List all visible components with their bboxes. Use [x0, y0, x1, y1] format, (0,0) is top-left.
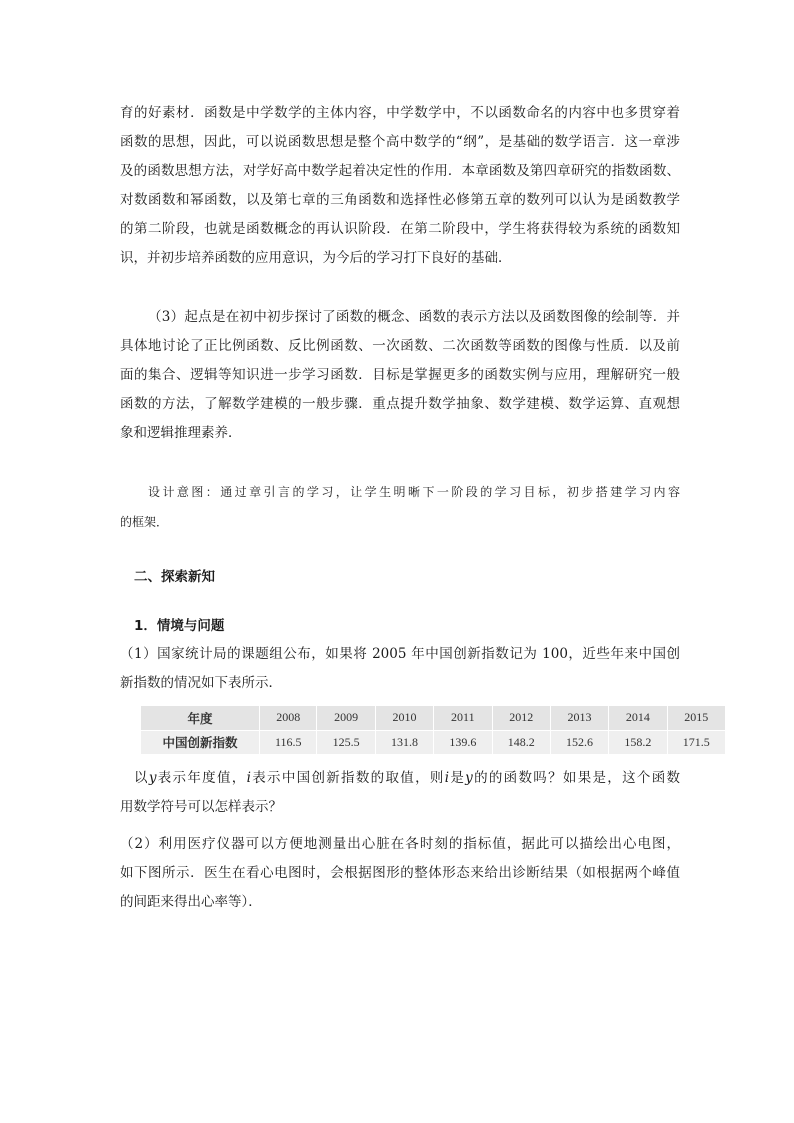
- year-cell: 2009: [317, 706, 375, 731]
- year-cell: 2011: [434, 706, 492, 731]
- paragraph-starting-point: [120, 303, 680, 448]
- value-cell: 152.6: [550, 730, 608, 755]
- paragraph-function-overview: [120, 99, 680, 273]
- variable-y: y: [465, 770, 473, 786]
- text-segment: 以: [134, 770, 149, 786]
- text-line: 识，并初步培养函数的应用意识，为今后的学习打下良好的基础．: [120, 250, 512, 266]
- value-cell: 125.5: [317, 730, 375, 755]
- year-cell: 2014: [609, 706, 667, 731]
- value-cell: 131.8: [375, 730, 433, 755]
- text-line: 象和逻辑推理素养．: [120, 425, 242, 441]
- year-cell: 2010: [375, 706, 433, 731]
- text-line: 设计意图：通过章引言的学习，让学生明晰下一阶段的学习目标，初步搭建学习内容: [148, 485, 680, 499]
- text-segment: 是: [449, 770, 466, 786]
- year-cell: 2012: [492, 706, 550, 731]
- variable-i: i: [246, 770, 251, 786]
- value-cell: 171.5: [667, 730, 725, 755]
- year-cell: 2015: [667, 706, 725, 731]
- subsection-heading: 1．情境与问题: [134, 618, 225, 634]
- text-line: 新指数的情况如下表所示．: [120, 675, 282, 691]
- design-intent-note: [120, 477, 680, 537]
- text-line: （1）国家统计局的课题组公布，如果将 2005 年中国创新指数记为 100，近些年来中国创: [120, 646, 680, 662]
- value-cell: 148.2: [492, 730, 550, 755]
- text-line: [120, 764, 680, 793]
- text-line: 的框架．: [120, 515, 169, 529]
- paragraph-function-question: [120, 764, 680, 822]
- text-line: 及的函数思想方法，对学好高中数学起着决定性的作用．本章函数及第四章研究的指数函数、: [120, 163, 680, 179]
- text-line: 函数的方法，了解数学建模的一般步骤．重点提升数学抽象、数学建模、数学运算、直观想: [120, 396, 680, 412]
- table-header-cell: 年度: [141, 706, 260, 731]
- innovation-index-table: [140, 705, 726, 755]
- table-header-row: [141, 706, 726, 731]
- text-line: 的第二阶段，也就是函数概念的再认识阶段．在第二阶段中，学生将获得较为系统的函数知: [120, 221, 680, 237]
- text-segment: 表示中国创新指数的取值，则: [250, 770, 445, 786]
- text-line: （2）利用医疗仪器可以方便地测量出心脏在各时刻的指标值，据此可以描绘出心电图，: [120, 836, 680, 852]
- table-row: [141, 730, 726, 755]
- year-cell: 2013: [550, 706, 608, 731]
- variable-y: y: [148, 770, 157, 786]
- variable-i: i: [444, 770, 450, 786]
- text-line: 具体地讨论了正比例函数、反比例函数、一次函数、二次函数等函数的图像与性质．以及前: [120, 338, 680, 354]
- text-line: 对数函数和幂函数，以及第七章的三角函数和选择性必修第五章的数列可以认为是函数教学: [120, 192, 680, 208]
- text-line: 育的好素材．函数是中学数学的主体内容，中学数学中，不以函数命名的内容中也多贯穿着: [120, 105, 680, 121]
- value-cell: 116.5: [260, 730, 317, 755]
- text-line: （3）起点是在初中初步探讨了函数的概念、函数的表示方法以及函数图像的绘制等．并: [148, 309, 680, 325]
- text-line: 如下图所示．医生在看心电图时，会根据图形的整体形态来给出诊断结果（如根据两个峰值: [120, 865, 680, 881]
- text-line: 面的集合、逻辑等知识进一步学习函数．目标是掌握更多的函数实例与应用，理解研究一般: [120, 367, 680, 383]
- text-segment: 表示年度值，: [156, 770, 247, 786]
- year-cell: 2008: [260, 706, 317, 731]
- value-cell: 158.2: [609, 730, 667, 755]
- paragraph-ecg: [120, 830, 680, 917]
- paragraph-innovation-index-intro: [120, 640, 680, 698]
- text-line: 用数学符号可以怎样表示？: [120, 799, 282, 815]
- section-heading: 二、探索新知: [134, 569, 215, 585]
- text-segment: 的的函数吗？如果是，这个函数: [472, 770, 681, 786]
- table-row-label: 中国创新指数: [141, 730, 260, 755]
- text-line: 的间距来得出心率等）．: [120, 894, 262, 910]
- value-cell: 139.6: [434, 730, 492, 755]
- text-line: 函数的思想，因此，可以说函数思想是整个高中数学的“纲”，是基础的数学语言．这一章涉: [120, 134, 680, 150]
